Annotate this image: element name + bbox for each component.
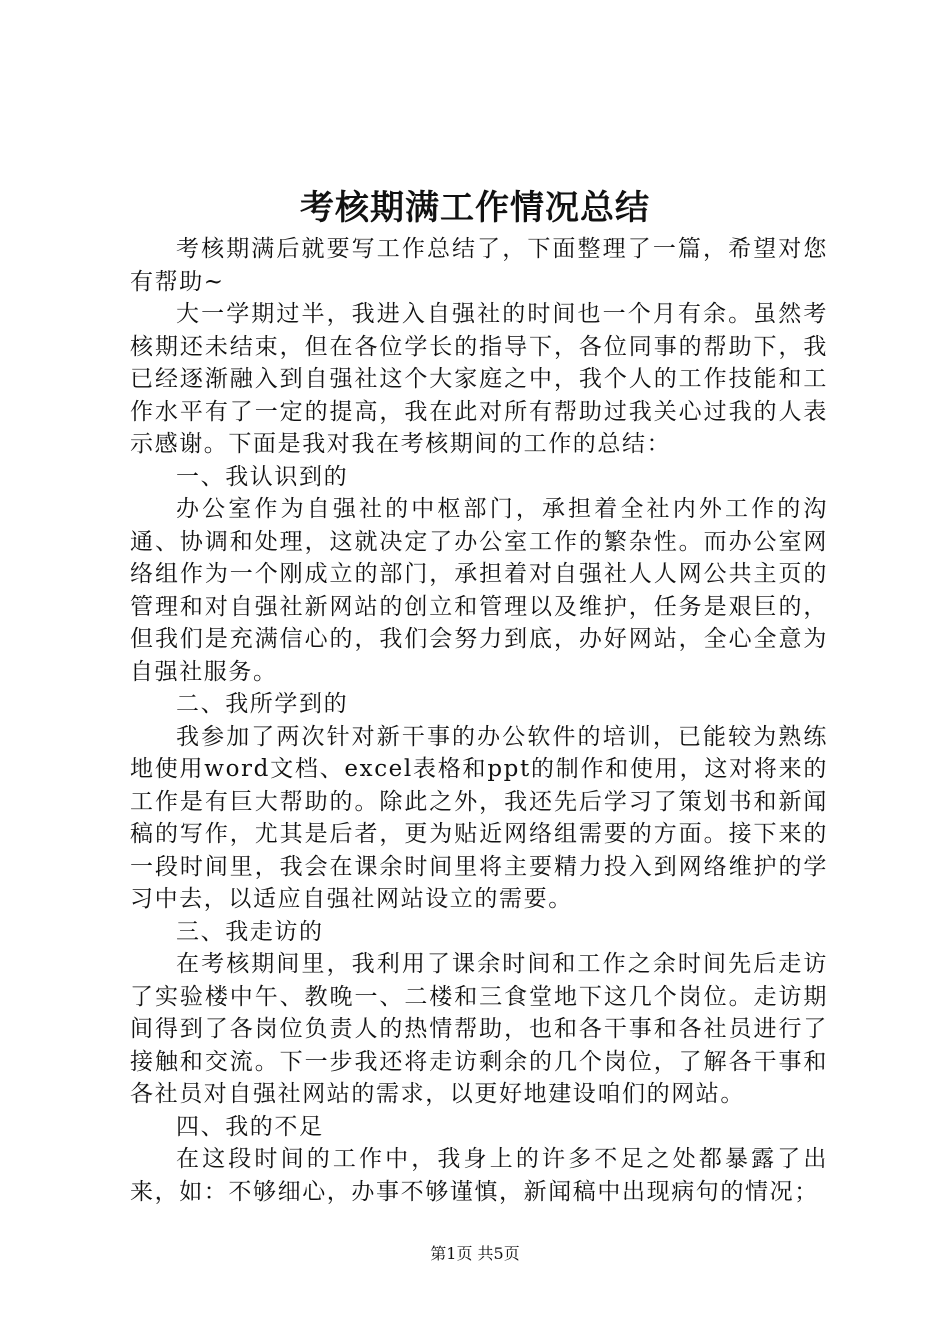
section-paragraph-2: 我参加了两次针对新干事的办公软件的培训，已能较为熟练地使用word文档、excel表格和ppt的制作和使用，这对将来的工作是有巨大帮助的。除此之外，我还先后学习了策划书和新闻稿的写作，尤其是后者，更为贴近网络组需要的方面。接下来的一段时间里，我会在课余时间里将主要精力投入到网络维护的学习中去，以适应自强社网站设立的需要。 [130, 723, 828, 912]
section-heading-3: 三、我走访的 [176, 918, 324, 945]
section-paragraph-4: 在这段时间的工作中，我身上的许多不足之处都暴露了出来，如：不够细心，办事不够谨慎，新闻稿中出现病句的情况； [130, 1146, 828, 1205]
section-heading-4: 四、我的不足 [176, 1113, 324, 1140]
section-heading-2: 二、我所学到的 [176, 691, 349, 717]
page-number-footer: 第1页 共5页 [430, 1244, 520, 1263]
section-heading-1: 一、我认识到的 [176, 463, 349, 490]
section-paragraph-3: 在考核期间里，我利用了课余时间和工作之余时间先后走访了实验楼中午、教晚一、二楼和三食堂地下这几个岗位。走访期间得到了各岗位负责人的热情帮助，也和各干事和各社员进行了接触和交流。下一步我还将走访剩余的几个岗位，了解各干事和各社员对自强社网站的需求，以更好地建设咱们的网站。 [130, 951, 828, 1107]
intro-paragraph: 考核期满后就要写工作总结了，下面整理了一篇，希望对您有帮助~ [130, 236, 828, 295]
document-body [130, 233, 828, 1208]
opening-paragraph: 大一学期过半，我进入自强社的时间也一个月有余。虽然考核期还未结束，但在各位学长的指导下，各位同事的帮助下，我已经逐渐融入到自强社这个大家庭之中，我个人的工作技能和工作水平有了一定的提高，我在此对所有帮助过我关心过我的人表示感谢。下面是我对我在考核期间的工作的总结： [130, 301, 828, 457]
section-paragraph-1: 办公室作为自强社的中枢部门，承担着全社内外工作的沟通、协调和处理，这就决定了办公室工作的繁杂性。而办公室网络组作为一个刚成立的部门，承担着对自强社人人网公共主页的管理和对自强社新网站的创立和管理以及维护，任务是艰巨的，但我们是充满信心的，我们会努力到底，办好网站，全心全意为自强社服务。 [130, 496, 828, 685]
document-title: 考核期满工作情况总结 [300, 188, 650, 228]
